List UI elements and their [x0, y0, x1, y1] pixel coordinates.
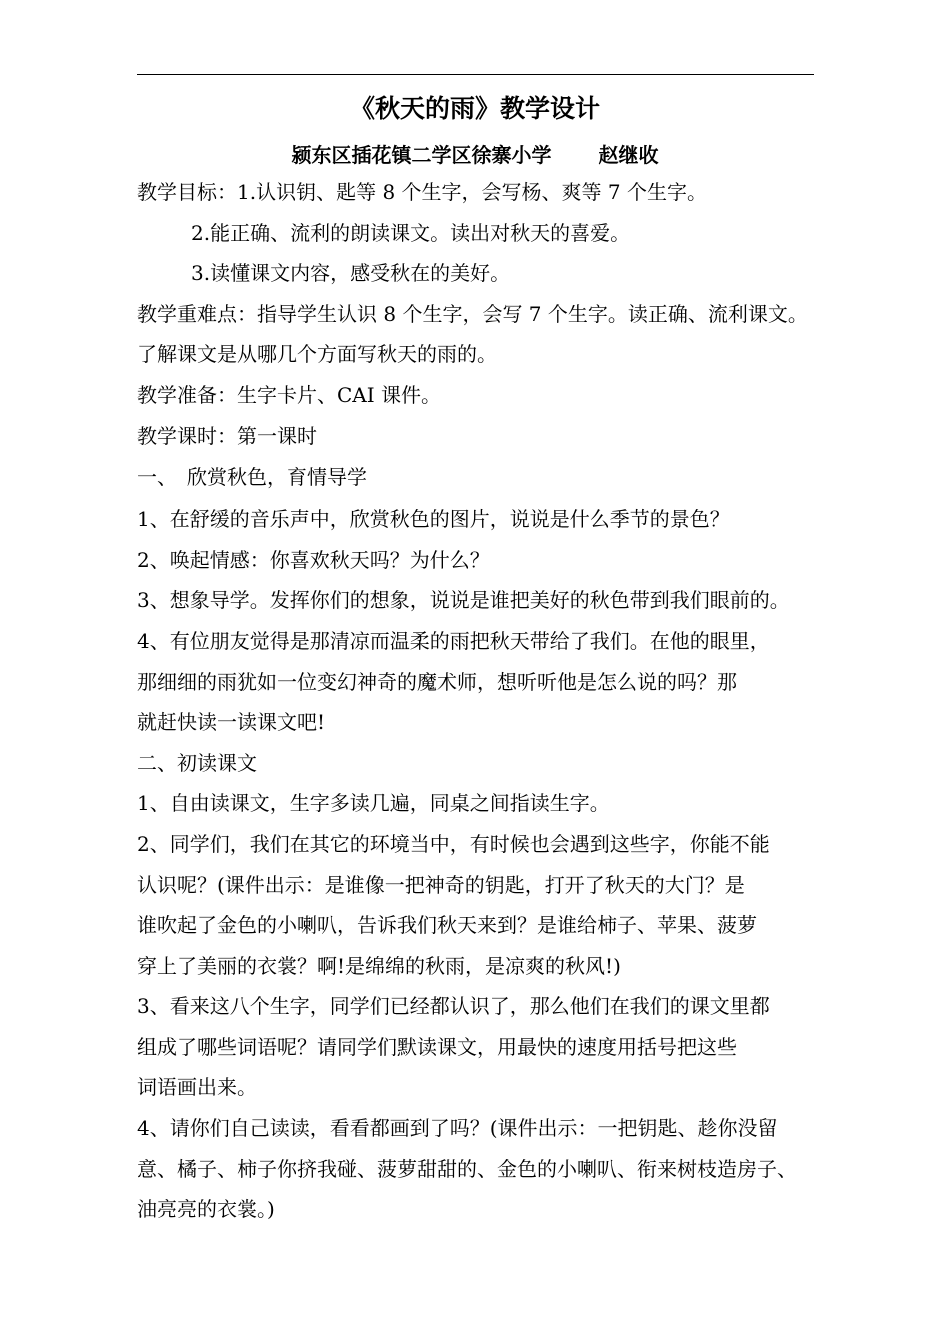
- body-line-preparation: 教学准备：生字卡片、CAI 课件。: [137, 382, 442, 407]
- body-line-objective-3: 3.读懂课文内容，感受秋在的美好。: [191, 261, 511, 286]
- body-line-2-2a: 2、同学们，我们在其它的环境当中，有时候也会遇到这些字，你能不能: [137, 831, 770, 856]
- body-line-1-4b: 那细细的雨犹如一位变幻神奇的魔术师，想听听他是怎么说的吗？那: [137, 669, 737, 694]
- body-line-class-period: 教学课时：第一课时: [137, 423, 317, 448]
- body-line-2-4b: 意、橘子、柿子你挤我碰、菠萝甜甜的、金色的小喇叭、衔来树枝造房子、: [137, 1156, 797, 1181]
- body-line-2-4a: 4、请你们自己读读，看看都画到了吗？(课件出示：一把钥匙、趁你没留: [137, 1116, 778, 1141]
- body-line-1-3: 3、想象导学。发挥你们的想象，说说是谁把美好的秋色带到我们眼前的。: [137, 588, 790, 613]
- body-line-2-2d: 穿上了美丽的衣裳？啊!是绵绵的秋雨，是凉爽的秋风!): [137, 953, 621, 978]
- body-line-2-3b: 组成了哪些词语呢？请同学们默读课文，用最快的速度用括号把这些: [137, 1034, 737, 1059]
- body-line-key-points: 教学重难点：指导学生认识 8 个生字，会写 7 个生字。读正确、流利课文。: [137, 301, 808, 326]
- header-rule: [137, 74, 814, 75]
- body-line-2-2c: 谁吹起了金色的小喇叭，告诉我们秋天来到？是谁给柿子、苹果、菠萝: [137, 913, 757, 938]
- body-line-1-1: 1、在舒缓的音乐声中，欣赏秋色的图片，说说是什么季节的景色？: [137, 507, 730, 532]
- section-heading-1: 一、 欣赏秋色，育情导学: [137, 465, 367, 490]
- section-heading-2: 二、初读课文: [137, 750, 257, 775]
- body-line-2-2b: 认识呢？(课件出示：是谁像一把神奇的钥匙，打开了秋天的大门？是: [137, 872, 745, 897]
- body-line-key-points-cont: 了解课文是从哪几个方面写秋天的雨的。: [137, 342, 497, 367]
- author-line: 颍东区插花镇二学区徐寨小学 赵继收: [291, 143, 659, 167]
- body-line-2-1: 1、自由读课文，生字多读几遍，同桌之间指读生字。: [137, 791, 610, 816]
- body-line-1-4a: 4、有位朋友觉得是那清凉而温柔的雨把秋天带给了我们。在他的眼里，: [137, 628, 770, 653]
- body-line-1-2: 2、唤起情感：你喜欢秋天吗？为什么？: [137, 547, 490, 572]
- document-body: [137, 172, 837, 1230]
- body-line-2-3c: 词语画出来。: [137, 1075, 257, 1100]
- body-line-2-4c: 油亮亮的衣裳。): [137, 1197, 275, 1222]
- body-line-1-4c: 就赶快读一读课文吧!: [137, 710, 326, 735]
- body-line-objective-2: 2.能正确、流利的朗读课文。读出对秋天的喜爱。: [191, 220, 631, 245]
- document-title: 《秋天的雨》教学设计: [349, 94, 600, 123]
- body-line-2-3a: 3、看来这八个生字，同学们已经都认识了，那么他们在我们的课文里都: [137, 994, 770, 1019]
- body-line-objectives: 教学目标：1.认识钥、匙等 8 个生字，会写杨、爽等 7 个生字。: [137, 180, 707, 204]
